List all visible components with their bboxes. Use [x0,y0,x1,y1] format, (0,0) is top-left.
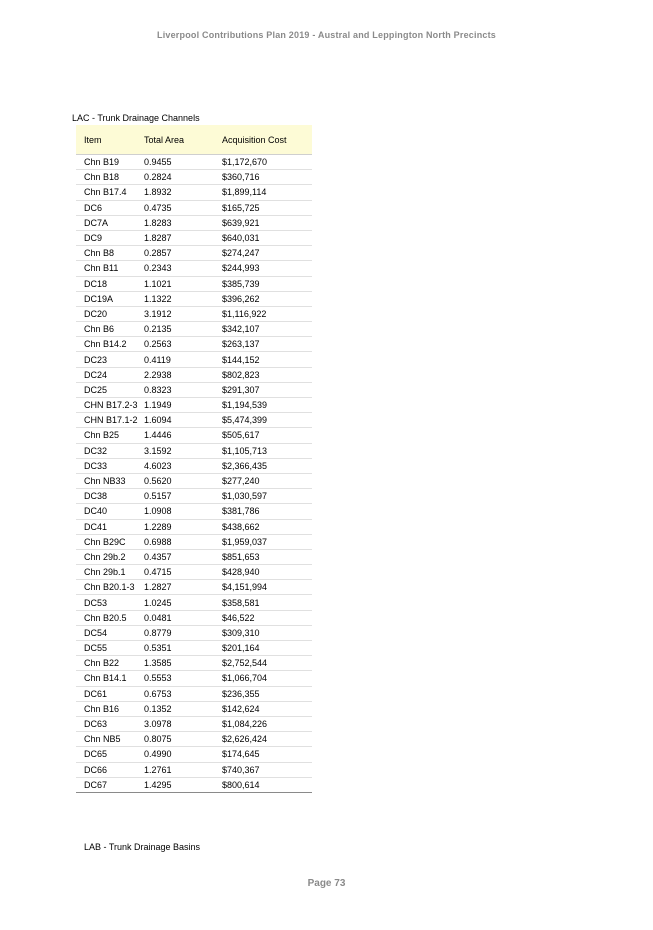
cell-total-area: 0.2857 [144,246,222,261]
cell-acquisition-cost: $201,164 [222,641,312,656]
cell-total-area: 0.4735 [144,200,222,215]
cell-total-area: 0.8779 [144,625,222,640]
cell-acquisition-cost: $381,786 [222,504,312,519]
cell-acquisition-cost: $1,116,922 [222,306,312,321]
cell-acquisition-cost: $46,522 [222,610,312,625]
cell-item: Chn B20.5 [76,610,144,625]
cell-acquisition-cost: $639,921 [222,215,312,230]
table-row [76,276,312,291]
table-row [76,246,312,261]
cell-acquisition-cost: $800,614 [222,777,312,792]
cell-acquisition-cost: $1,105,713 [222,443,312,458]
cell-item: DC25 [76,382,144,397]
cell-total-area: 0.1352 [144,701,222,716]
cell-total-area: 0.4119 [144,352,222,367]
page-header: Liverpool Contributions Plan 2019 - Austral and Leppington North Precincts [157,30,496,40]
table-row [76,261,312,276]
table-row [76,686,312,701]
cell-total-area: 0.6753 [144,686,222,701]
cell-item: DC7A [76,215,144,230]
cell-total-area: 0.4715 [144,565,222,580]
cell-item: Chn B14.2 [76,337,144,352]
cell-total-area: 0.4990 [144,747,222,762]
cell-item: Chn 29b.1 [76,565,144,580]
cell-total-area: 1.0245 [144,595,222,610]
cell-item: DC61 [76,686,144,701]
table-row [76,337,312,352]
cell-item: DC40 [76,504,144,519]
cell-acquisition-cost: $142,624 [222,701,312,716]
cell-acquisition-cost: $144,152 [222,352,312,367]
cell-total-area: 1.6094 [144,413,222,428]
table-row [76,656,312,671]
cell-item: Chn B16 [76,701,144,716]
cell-acquisition-cost: $2,626,424 [222,732,312,747]
cell-total-area: 1.3585 [144,656,222,671]
cell-item: DC24 [76,367,144,382]
cell-total-area: 0.0481 [144,610,222,625]
cell-acquisition-cost: $385,739 [222,276,312,291]
table-row [76,428,312,443]
table-row [76,580,312,595]
cell-acquisition-cost: $640,031 [222,230,312,245]
table-row [76,671,312,686]
cell-total-area: 1.1949 [144,398,222,413]
table-row [76,398,312,413]
drainage-channels-table [76,125,312,793]
cell-total-area: 3.1592 [144,443,222,458]
table-row [76,291,312,306]
cell-total-area: 0.8075 [144,732,222,747]
table-row [76,200,312,215]
cell-total-area: 0.5351 [144,641,222,656]
cell-acquisition-cost: $428,940 [222,565,312,580]
cell-total-area: 0.5553 [144,671,222,686]
cell-item: Chn B8 [76,246,144,261]
table-row [76,762,312,777]
table-row [76,610,312,625]
cell-total-area: 1.4446 [144,428,222,443]
table-row [76,352,312,367]
column-header-acquisition-cost: Acquisition Cost [222,125,312,155]
cell-acquisition-cost: $277,240 [222,473,312,488]
cell-total-area: 3.1912 [144,306,222,321]
table-row [76,230,312,245]
cell-acquisition-cost: $505,617 [222,428,312,443]
cell-total-area: 1.8287 [144,230,222,245]
table-row [76,306,312,321]
table-row [76,489,312,504]
table-row [76,625,312,640]
cell-total-area: 1.1322 [144,291,222,306]
cell-item: DC32 [76,443,144,458]
cell-item: DC33 [76,458,144,473]
cell-total-area: 1.8283 [144,215,222,230]
cell-total-area: 1.1021 [144,276,222,291]
cell-item: DC63 [76,716,144,731]
cell-item: CHN B17.2-3 [76,398,144,413]
cell-item: DC9 [76,230,144,245]
table-row [76,777,312,792]
cell-acquisition-cost: $2,752,544 [222,656,312,671]
table-row [76,458,312,473]
page-number: Page 73 [307,878,346,889]
cell-total-area: 1.2289 [144,519,222,534]
cell-total-area: 0.2135 [144,322,222,337]
table-row [76,716,312,731]
column-header-item: Item [76,125,144,155]
cell-total-area: 0.8323 [144,382,222,397]
cell-total-area: 0.2343 [144,261,222,276]
cell-item: DC54 [76,625,144,640]
cell-acquisition-cost: $1,084,226 [222,716,312,731]
table-row [76,565,312,580]
cell-item: DC20 [76,306,144,321]
cell-item: Chn B11 [76,261,144,276]
table-row [76,185,312,200]
cell-acquisition-cost: $851,653 [222,549,312,564]
cell-item: Chn NB33 [76,473,144,488]
cell-total-area: 0.9455 [144,155,222,170]
cell-acquisition-cost: $2,366,435 [222,458,312,473]
cell-item: DC6 [76,200,144,215]
cell-acquisition-cost: $1,172,670 [222,155,312,170]
cell-total-area: 3.0978 [144,716,222,731]
cell-item: DC53 [76,595,144,610]
cell-item: Chn B14.1 [76,671,144,686]
cell-total-area: 0.6988 [144,534,222,549]
cell-acquisition-cost: $360,716 [222,170,312,185]
cell-acquisition-cost: $291,307 [222,382,312,397]
cell-total-area: 0.4357 [144,549,222,564]
cell-acquisition-cost: $1,194,539 [222,398,312,413]
cell-acquisition-cost: $4,151,994 [222,580,312,595]
table-row [76,534,312,549]
cell-acquisition-cost: $236,355 [222,686,312,701]
cell-total-area: 0.5157 [144,489,222,504]
cell-acquisition-cost: $802,823 [222,367,312,382]
cell-acquisition-cost: $174,645 [222,747,312,762]
table-body [76,155,312,793]
cell-total-area: 0.5620 [144,473,222,488]
cell-item: CHN B17.1-2 [76,413,144,428]
table-row [76,155,312,170]
table-row [76,215,312,230]
cell-acquisition-cost: $396,262 [222,291,312,306]
cell-acquisition-cost: $1,899,114 [222,185,312,200]
table-title: LAC - Trunk Drainage Channels [72,113,200,123]
cell-acquisition-cost: $1,959,037 [222,534,312,549]
cell-item: DC18 [76,276,144,291]
cell-total-area: 0.2563 [144,337,222,352]
cell-item: DC66 [76,762,144,777]
table-row [76,549,312,564]
cell-total-area: 1.0908 [144,504,222,519]
cell-acquisition-cost: $358,581 [222,595,312,610]
cell-item: Chn B22 [76,656,144,671]
cell-item: Chn B25 [76,428,144,443]
table-row [76,170,312,185]
table-row [76,732,312,747]
table-row [76,322,312,337]
cell-acquisition-cost: $165,725 [222,200,312,215]
table-row [76,413,312,428]
cell-item: DC65 [76,747,144,762]
table-header-row [76,125,312,155]
cell-total-area: 1.8932 [144,185,222,200]
cell-total-area: 1.4295 [144,777,222,792]
cell-item: Chn B29C [76,534,144,549]
cell-acquisition-cost: $244,993 [222,261,312,276]
cell-item: Chn B20.1-3 [76,580,144,595]
cell-item: DC41 [76,519,144,534]
cell-acquisition-cost: $1,030,597 [222,489,312,504]
table-row [76,504,312,519]
cell-total-area: 0.2824 [144,170,222,185]
cell-item: DC55 [76,641,144,656]
table-row [76,473,312,488]
table-row [76,443,312,458]
cell-item: DC67 [76,777,144,792]
cell-acquisition-cost: $263,137 [222,337,312,352]
cell-item: DC38 [76,489,144,504]
table-row [76,367,312,382]
cell-acquisition-cost: $309,310 [222,625,312,640]
cell-acquisition-cost: $5,474,399 [222,413,312,428]
column-header-total-area: Total Area [144,125,222,155]
cell-item: DC23 [76,352,144,367]
cell-acquisition-cost: $274,247 [222,246,312,261]
cell-item: Chn NB5 [76,732,144,747]
cell-acquisition-cost: $740,367 [222,762,312,777]
cell-acquisition-cost: $1,066,704 [222,671,312,686]
table-row [76,747,312,762]
table-row [76,701,312,716]
cell-item: Chn 29b.2 [76,549,144,564]
basins-section-title: LAB - Trunk Drainage Basins [84,842,201,852]
cell-item: Chn B6 [76,322,144,337]
cell-total-area: 1.2827 [144,580,222,595]
cell-acquisition-cost: $342,107 [222,322,312,337]
cell-item: Chn B19 [76,155,144,170]
cell-item: Chn B18 [76,170,144,185]
cell-total-area: 2.2938 [144,367,222,382]
table-row [76,641,312,656]
table-row [76,519,312,534]
cell-total-area: 1.2761 [144,762,222,777]
cell-item: DC19A [76,291,144,306]
cell-item: Chn B17.4 [76,185,144,200]
cell-acquisition-cost: $438,662 [222,519,312,534]
table-row [76,382,312,397]
cell-total-area: 4.6023 [144,458,222,473]
table-row [76,595,312,610]
